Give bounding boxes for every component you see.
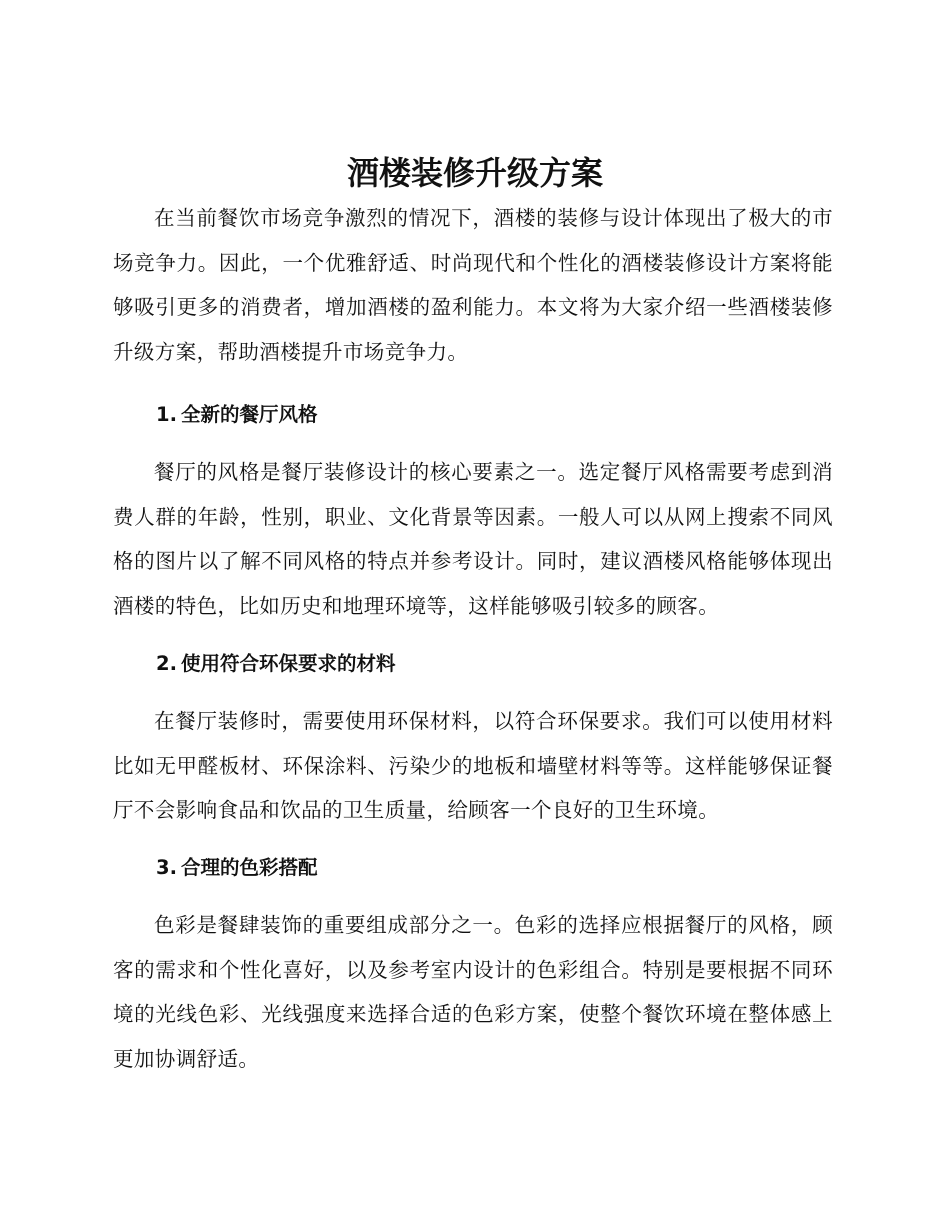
section-heading-3 — [156, 853, 318, 883]
section-number: 1. — [156, 403, 177, 426]
intro-paragraph: 在当前餐饮市场竞争激烈的情况下，酒楼的装修与设计体现出了极大的市场竞争力。因此，一个优雅舒适、时尚现代和个性化的酒楼装修设计方案将能够吸引更多的消费者，增加酒楼的盈利能力。本文将为大家介绍一些酒楼装修升级方案，帮助酒楼提升市场竞争力。 — [113, 206, 833, 364]
section-paragraph-3: 色彩是餐肆装饰的重要组成部分之一。色彩的选择应根据餐厅的风格，顾客的需求和个性化喜好，以及参考室内设计的色彩组合。特别是要根据不同环境的光线色彩、光线强度来选择合适的色彩方案，使整个餐饮环境在整体感上更加协调舒适。 — [113, 913, 833, 1071]
section-heading-text: 使用符合环保要求的材料 — [180, 652, 396, 675]
section-paragraph-1: 餐厅的风格是餐厅装修设计的核心要素之一。选定餐厅风格需要考虑到消费人群的年龄，性别，职业、文化背景等因素。一般人可以从网上搜索不同风格的图片以了解不同风格的特点并参考设计。同时，建议酒楼风格能够体现出酒楼的特色，比如历史和地理环境等，这样能够吸引较多的顾客。 — [113, 460, 833, 618]
section-heading-text: 合理的色彩搭配 — [180, 856, 318, 879]
section-number: 2. — [156, 652, 177, 675]
section-heading-1 — [156, 400, 318, 430]
section-heading-2 — [156, 649, 396, 679]
section-number: 3. — [156, 856, 177, 879]
document-title: 酒楼装修升级方案 — [346, 154, 603, 192]
section-heading-text: 全新的餐厅风格 — [180, 403, 318, 426]
section-paragraph-2: 在餐厅装修时，需要使用环保材料，以符合环保要求。我们可以使用材料比如无甲醛板材、环保涂料、污染少的地板和墙壁材料等等。这样能够保证餐厅不会影响食品和饮品的卫生质量，给顾客一个良好的卫生环境。 — [113, 709, 833, 823]
